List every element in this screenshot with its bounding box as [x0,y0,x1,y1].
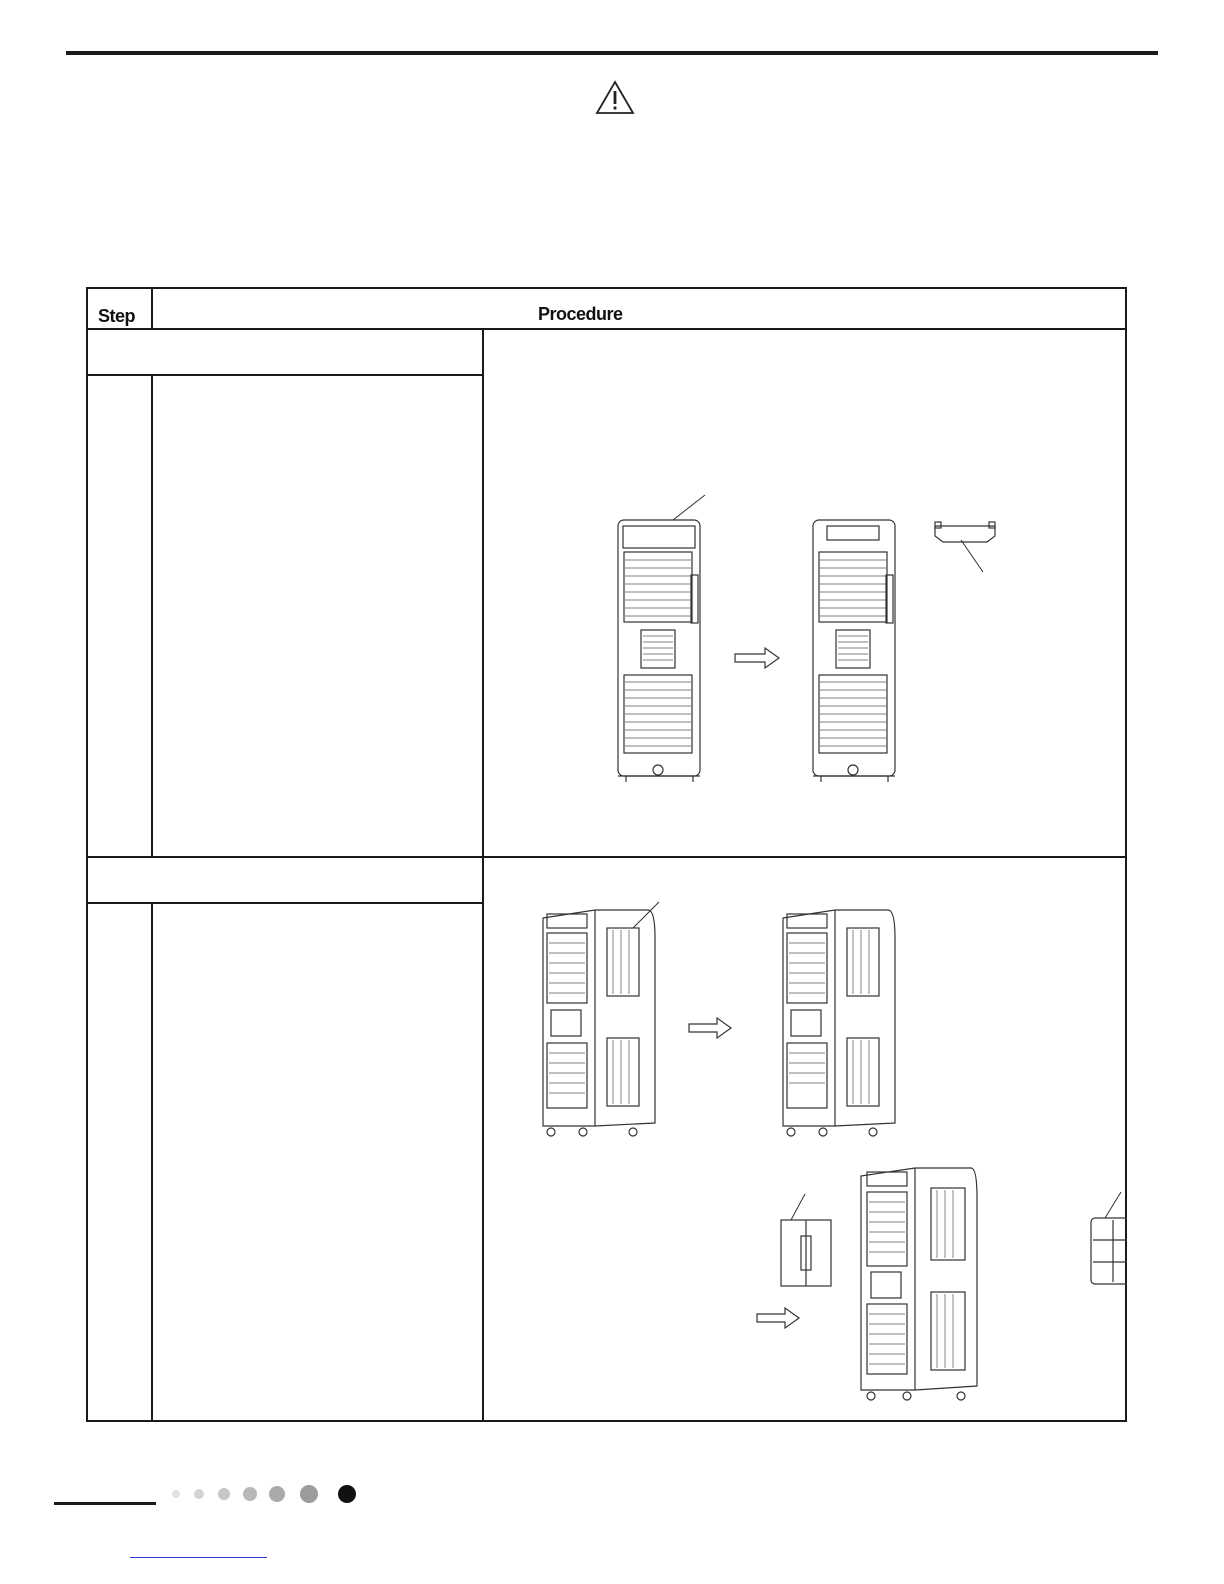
step-column-header: Step [98,306,136,326]
warning-triangle-icon [595,80,635,116]
step-1-title-cell [88,330,482,376]
progress-dot [338,1485,356,1503]
step-row-2 [88,858,1125,1422]
procedure-table [86,287,1127,1422]
footer-rule [54,1502,156,1505]
footer-link-underline [130,1557,267,1558]
progress-dot [243,1487,257,1501]
table-header [88,289,1125,330]
step-row-1 [88,330,1125,858]
step-2-illustration [483,858,1127,1420]
progress-dot [269,1486,285,1502]
progress-dot [194,1489,204,1499]
top-rule [66,51,1158,55]
right-arrow-icon [735,648,779,668]
step-1-illustration [483,330,1127,856]
step-2-title-cell [88,858,482,904]
procedure-column-header: Procedure [538,304,623,324]
right-arrow-icon [757,1308,799,1328]
right-arrow-icon [689,1018,731,1038]
progress-dot [172,1490,180,1498]
progress-dot [218,1488,230,1500]
progress-dot [300,1485,318,1503]
